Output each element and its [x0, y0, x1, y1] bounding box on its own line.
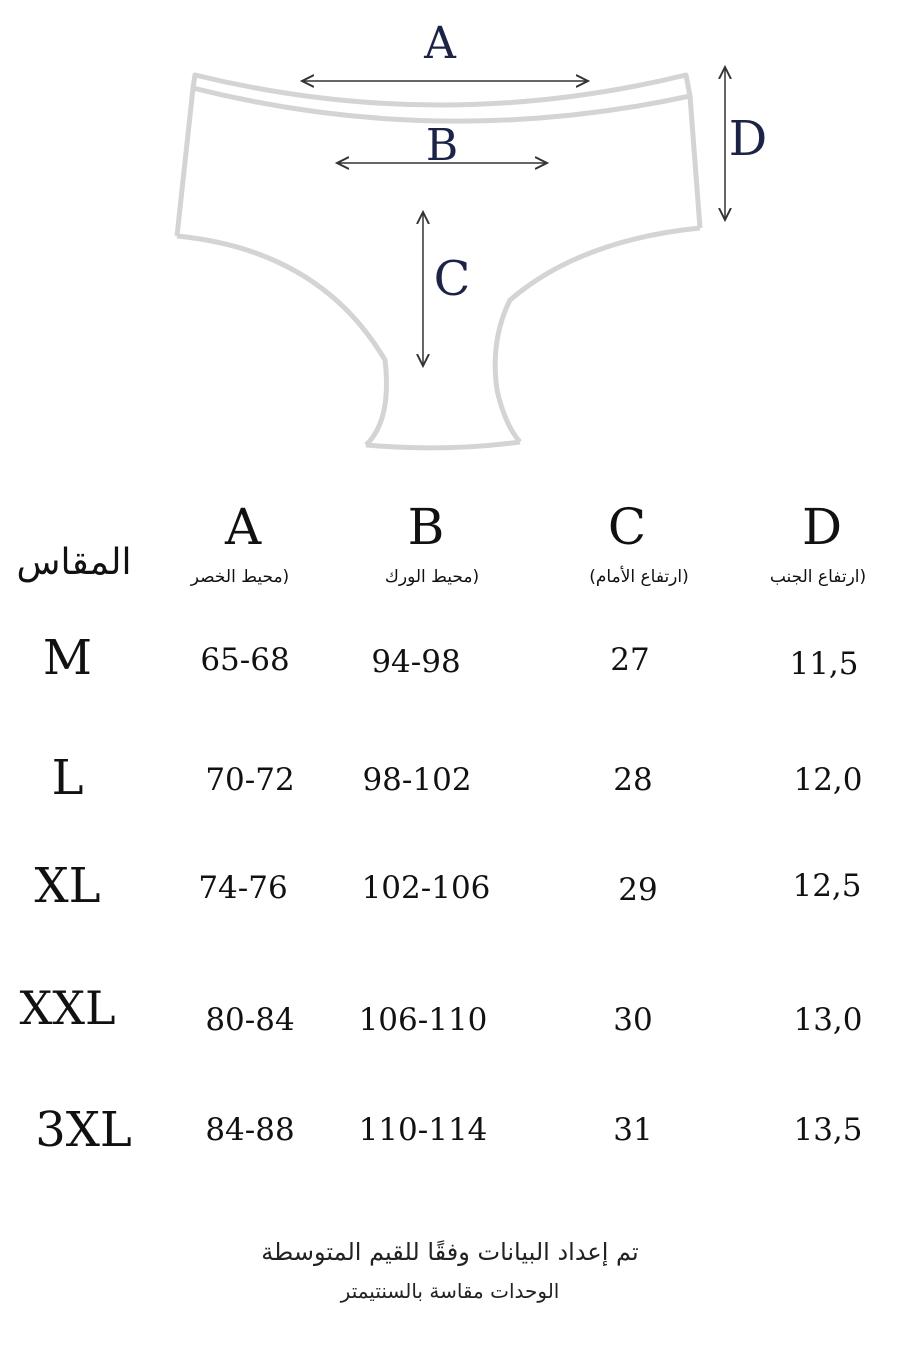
footer-note-units: الوحدات مقاسة بالسنتيمتر — [340, 1279, 560, 1303]
table-cell: 12,5 — [792, 868, 862, 904]
column-c-letter: C — [607, 498, 647, 556]
table-cell: 12,0 — [793, 762, 863, 798]
table-cell: 65-68 — [200, 642, 290, 678]
column-c-subtitle: (ارتفاع الأمام) — [589, 567, 689, 587]
label-d: D — [728, 111, 768, 167]
size-label-xl: XL — [34, 858, 101, 914]
label-b: B — [425, 120, 459, 171]
table-cell: 30 — [613, 1002, 653, 1038]
label-c: C — [433, 251, 471, 307]
table-cell: 13,0 — [793, 1002, 863, 1038]
size-label-xxl: XXL — [19, 981, 116, 1035]
table-cell: 74-76 — [198, 870, 288, 906]
column-d-subtitle: (ارتفاع الجنب — [769, 567, 867, 587]
label-a: A — [424, 18, 456, 69]
table-cell: 70-72 — [205, 762, 295, 798]
table-cell: 13,5 — [793, 1112, 863, 1148]
size-label-l: L — [51, 750, 84, 806]
column-b-letter: B — [407, 498, 445, 556]
size-label-m: M — [42, 630, 93, 686]
table-cell: 106-110 — [358, 1002, 488, 1038]
column-d-letter: D — [801, 498, 843, 556]
table-cell: 84-88 — [205, 1112, 295, 1148]
table-cell: 28 — [613, 762, 653, 798]
table-cell: 27 — [610, 642, 650, 678]
table-cell: 94-98 — [371, 644, 461, 680]
table-cell: 29 — [618, 872, 658, 908]
table-cell: 98-102 — [362, 762, 472, 798]
size-column-header: المقاس — [16, 542, 132, 583]
table-cell: 102-106 — [361, 870, 491, 906]
garment-measurement-diagram — [0, 0, 900, 470]
table-cell: 110-114 — [358, 1112, 488, 1148]
table-cell: 80-84 — [205, 1002, 295, 1038]
column-b-subtitle: (محيط الورك — [384, 567, 480, 587]
footer-note-average-values: تم إعداد البيانات وفقًا للقيم المتوسطة — [261, 1238, 639, 1266]
table-cell: 31 — [613, 1112, 653, 1148]
column-a-letter: A — [224, 498, 262, 556]
size-label-3xl: 3XL — [35, 1102, 132, 1158]
table-cell: 11,5 — [789, 646, 859, 682]
column-a-subtitle: (محيط الخصر — [190, 567, 290, 587]
